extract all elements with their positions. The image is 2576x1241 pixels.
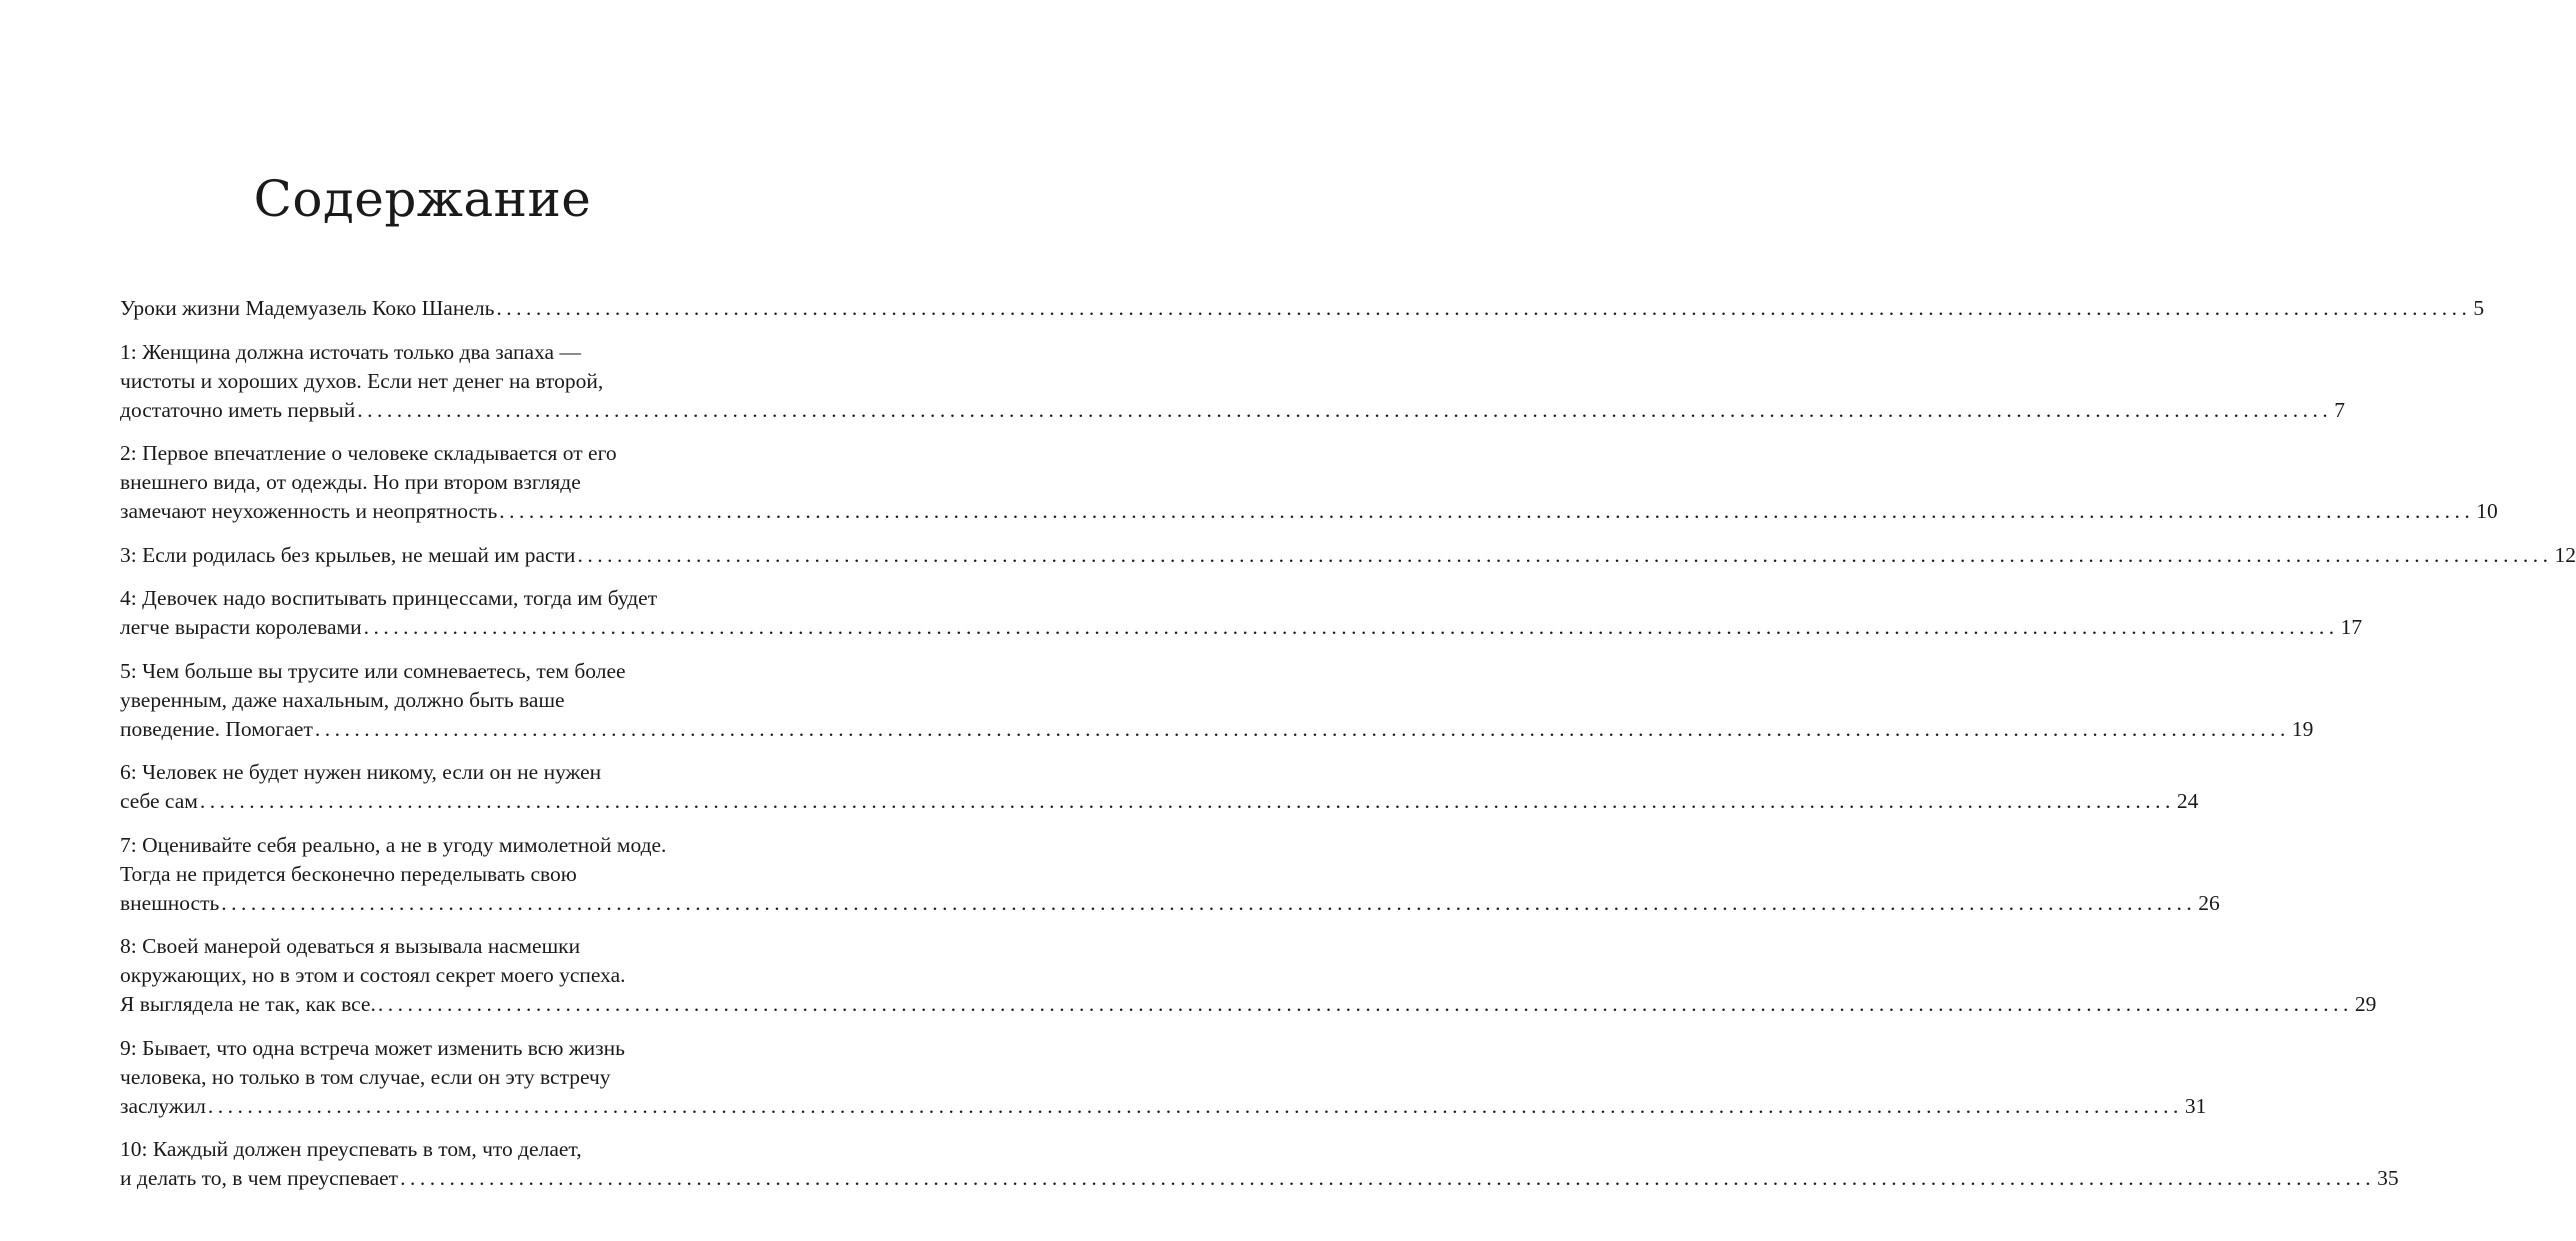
toc-entry-line: 7: Оценивайте себя реально, а не в угоду мимолетной моде. xyxy=(120,832,667,857)
toc-entry-line: внешнего вида, от одежды. Но при втором взгляде xyxy=(120,470,581,494)
toc-page-number: 17 xyxy=(2340,615,2363,639)
toc-entry-line: 9: Бывает, что одна встреча может изменить всю жизнь xyxy=(120,1035,625,1060)
toc-entry-line: 6: Человек не будет нужен никому, если он не нужен xyxy=(120,760,602,784)
toc-entry-line: человека, но только в том случае, если он эту встречу xyxy=(120,1064,611,1089)
toc-entry[interactable] xyxy=(120,294,2485,323)
toc-entry-last-line xyxy=(120,396,2346,425)
dot-leader: ........................................................................................................................................................................................................ xyxy=(221,890,2197,915)
toc-entry-line: 8: Своей манерой одеваться я вызывала насмешки xyxy=(120,934,581,958)
toc-entry-text: поведение. Помогает xyxy=(120,716,313,741)
toc-entry[interactable] xyxy=(120,584,2363,642)
toc-entry-line: 2: Первое впечатление о человеке складывается от его xyxy=(120,441,617,465)
toc-entry-last-line xyxy=(120,1092,2207,1121)
toc-entry-last-line xyxy=(120,889,2220,918)
toc-entry-line: уверенным, даже нахальным, должно быть ваше xyxy=(120,687,565,712)
toc-entry-line: 5: Чем больше вы трусите или сомневаетесь, тем более xyxy=(120,658,626,683)
toc-entry[interactable] xyxy=(120,1135,2399,1193)
dot-leader: ........................................................................................................................................................................................................ xyxy=(314,716,2290,741)
toc-entry[interactable] xyxy=(120,932,2377,1019)
toc-entry[interactable] xyxy=(120,1034,2207,1121)
toc-entry-line: 10: Каждый должен преуспевать в том, что делает, xyxy=(120,1137,582,1161)
toc-page-number: 31 xyxy=(2184,1093,2207,1118)
toc-entry[interactable] xyxy=(120,541,2576,570)
dot-leader: ........................................................................................................................................................................................................ xyxy=(400,1166,2376,1190)
dot-leader: ........................................................................................................................................................................................................ xyxy=(199,789,2175,813)
toc-entry-line: Тогда не придется бесконечно переделывать свою xyxy=(120,861,577,886)
toc-entry-last-line xyxy=(120,990,2377,1019)
table-of-contents xyxy=(120,294,2576,1208)
toc-entry-text: достаточно иметь первый xyxy=(120,397,356,422)
toc-entry-last-line xyxy=(120,613,2363,642)
toc-entry-line: окружающих, но в этом и состоял секрет моего успеха. xyxy=(120,963,626,987)
toc-page-number: 7 xyxy=(2334,397,2346,422)
dot-leader: ........................................................................................................................................................................................................ xyxy=(496,296,2472,320)
toc-entry-last-line xyxy=(120,294,2485,323)
toc-entry-text: внешность xyxy=(120,890,220,915)
toc-entry[interactable] xyxy=(120,758,2199,816)
toc-entry[interactable] xyxy=(120,439,2498,526)
toc-entry[interactable] xyxy=(120,338,2346,425)
page-title: Содержание xyxy=(253,170,592,228)
toc-page-number: 35 xyxy=(2377,1166,2399,1190)
toc-page-number: 5 xyxy=(2473,296,2485,320)
toc-page-number: 24 xyxy=(2176,789,2199,813)
toc-entry-text: заслужил xyxy=(120,1093,206,1118)
dot-leader: ........................................................................................................................................................................................................ xyxy=(363,615,2339,639)
toc-entry-line: 1: Женщина должна источать только два запаха — xyxy=(120,339,581,364)
toc-entry-last-line xyxy=(120,497,2498,526)
toc-entry-line: 4: Девочек надо воспитывать принцессами, тогда им будет xyxy=(120,586,658,610)
dot-leader: ........................................................................................................................................................................................................ xyxy=(207,1093,2183,1118)
toc-page-number: 26 xyxy=(2198,890,2220,915)
toc-page-number: 12 xyxy=(2554,542,2576,567)
dot-leader: ........................................................................................................................................................................................................ xyxy=(377,992,2353,1016)
toc-entry-line: чистоты и хороших духов. Если нет денег на второй, xyxy=(120,368,604,393)
toc-entry-text: Уроки жизни Мадемуазель Коко Шанель xyxy=(120,296,495,320)
toc-entry-text: легче вырасти королевами xyxy=(120,615,362,639)
toc-page-number: 10 xyxy=(2476,499,2498,523)
toc-entry-text: 3: Если родилась без крыльев, не мешай им расти xyxy=(120,542,576,567)
toc-entry[interactable] xyxy=(120,657,2314,744)
toc-page-number: 19 xyxy=(2291,716,2314,741)
toc-entry-text: Я выглядела не так, как все. xyxy=(120,992,376,1016)
toc-entry-text: себе сам xyxy=(120,789,198,813)
toc-entry-text: замечают неухоженность и неопрятность xyxy=(120,499,498,523)
toc-entry-text: и делать то, в чем преуспевает xyxy=(120,1166,399,1190)
toc-page-number: 29 xyxy=(2354,992,2377,1016)
dot-leader: ........................................................................................................................................................................................................ xyxy=(357,397,2333,422)
dot-leader: ........................................................................................................................................................................................................ xyxy=(499,499,2475,523)
toc-entry-last-line xyxy=(120,715,2314,744)
dot-leader: ........................................................................................................................................................................................................ xyxy=(577,542,2553,567)
toc-entry-last-line xyxy=(120,1164,2399,1193)
toc-entry-last-line xyxy=(120,787,2199,816)
toc-entry-last-line xyxy=(120,541,2576,570)
toc-entry[interactable] xyxy=(120,831,2220,918)
